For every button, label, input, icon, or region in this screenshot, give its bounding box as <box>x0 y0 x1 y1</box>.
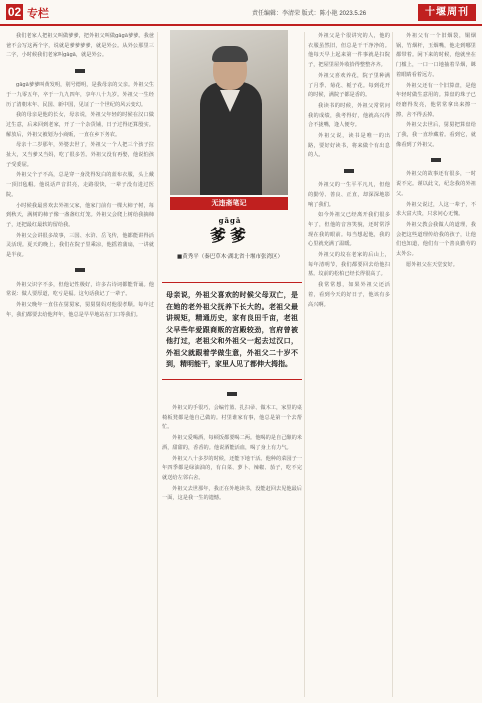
paragraph: 外祖父八十多岁的时候，还能下地干活。他种的菜园子一年四季都是绿油油的，有白菜、萝卜、辣椒、茄子，吃不完就送给左邻右舍。 <box>162 455 302 481</box>
pull-quote-text: 母亲说，外祖父喜欢的时候父母双亡，是在她的老外祖父抚养下长大的。老祖父最讲规矩，精通历史，家有良田千亩，老祖父早些年爱跟商贩的宫殿较劲，官府曾被他打过，老祖父和外祖父一起去过汉口，外祖父就跟着学做生意，外祖父二十岁不到，精明能干，家里人见了都伸大拇指。 <box>166 290 298 368</box>
pull-quote <box>162 282 302 380</box>
page-header <box>0 0 482 24</box>
column-divider <box>392 32 393 697</box>
col1-bottom <box>6 281 154 321</box>
section-separator <box>396 156 476 164</box>
paragraph: 外祖父去世后，舅舅把算盘给了我，我一直珍藏着。看到它，就像看到了外祖父。 <box>396 122 476 148</box>
paragraph: 外祖父说过，人这一辈子，不求大富大贵，只求问心无愧。 <box>396 201 476 218</box>
col1-mid <box>6 81 154 261</box>
section-separator <box>162 390 302 398</box>
paragraph: 外祖父会讲很多故事，三国、水浒、岳飞传，他都能讲得活灵活现。夏天的晚上，我们在院子里乘凉，他摇着蒲扇，一讲就是半夜。 <box>6 232 154 259</box>
paragraph: 外祖父说，读书是唯一的出路，要好好读书，将来做个有出息的人。 <box>308 133 390 159</box>
column-divider <box>304 32 305 697</box>
paragraph: 我的母亲是他的长女，母亲说，外祖父年轻的时候在汉口做过生意，后来回到老家，开了一个杂货铺，日子过得还算殷实。解放后，外祖父被划为小商贩，一直在乡下务农。 <box>6 112 154 138</box>
paragraph: 愿外祖父在天堂安好。 <box>406 261 458 268</box>
column-divider <box>157 32 158 697</box>
header-rule <box>0 24 482 26</box>
paragraph: 外祖父有一个旧烟袋，铜烟锅，竹烟杆，玉烟嘴，他走到哪里都带着。闲下来的时候，他就坐在门槛上，一口一口地抽着旱烟，眯着眼睛看着远方。 <box>396 33 476 78</box>
paragraph: 外祖父识字不多，但他记性极好，许多古诗词都能背诵。他常说：做人要厚道，吃亏是福。这句话我记了一辈子。 <box>6 281 154 298</box>
photo-caption: 无违斋笔记 <box>170 197 288 210</box>
paragraph: 外祖父晚年一直住在舅舅家，舅舅舅妈对他很孝顺。每年过年，我们都要去给他拜年，他总是早早地站在门口等我们。 <box>6 302 154 318</box>
article-title: 爹爹 <box>209 226 250 245</box>
paragraph: 外祖父喜欢养花，院子里种满了月季、菊花、栀子花。每到花开的时候，满院子都是香的。 <box>308 72 390 99</box>
author-photo <box>170 30 288 195</box>
editor-info: 责任编辑：李清荣 版式：陈小艳 2023.5.26 <box>252 11 367 17</box>
section-separator <box>6 67 154 75</box>
paragraph: 外祖父的故事还有很多，一时说不完。谨以此文，纪念我的外祖父。 <box>396 171 476 197</box>
author-byline: ■黄秀平（秦巴草木·湖北省十堰市张湾区） <box>177 254 283 260</box>
paragraph: 外祖父是个很讲究的人，他的衣服虽然旧，但总是干干净净的。他每天早上起来第一件事就是扫院子，把屋里屋外收拾得整整齐齐。 <box>308 33 390 69</box>
paragraph: 外祖父爱喝酒，每顿饭都要喝二两。他喝的是自己酿的米酒，甜甜的，香香的。他说酒能活血，喝了身上有力气。 <box>162 435 302 451</box>
paragraph: 外祖父教会我做人的道理，我会把这些道理传给我的孩子，让他们也知道，他们有一个善良勤劳的太外公。 <box>396 221 476 258</box>
paragraph: 外祖父的手很巧，会编竹篮、扎扫帚、做木工，家里的桌椅板凳都是他自己做的。村里谁家有事，他总是第一个去帮忙。 <box>162 405 302 431</box>
paragraph: 外祖父个子不高，总是穿一身洗得发白的蓝布衣服，头上戴一顶旧毡帽。他说话声音洪亮，走路很快，一辈子没有进过医院。 <box>6 172 154 198</box>
paragraph: 外祖父还有一个旧算盘，是他年轻时做生意用的。算盘的珠子已经磨得发亮，他常常拿出来擦一擦，舍不得丢掉。 <box>396 82 476 118</box>
paragraph: 外祖父的一生平平凡凡，但他的勤劳、善良、正直，却深深地影响了我们。 <box>308 182 390 208</box>
paragraph: 我们老家人把祖父叫做爹爹，把外祖父叫做gāgā爹爹。我爸爸不会写这两个字，说就是爹爹爹爹，就是外公。从外公那里三二字，小时候我们老家叫gāgā，就是外公。 <box>6 33 154 59</box>
title-pinyin: gāgā <box>218 216 242 225</box>
paragraph: 我读书的时候，外祖父常常问我的成绩，我考得好，他就高兴得合不拢嘴，逢人便夸。 <box>308 102 390 129</box>
article-column-3 <box>308 32 390 697</box>
paragraph: 小时候我最喜欢去外祖父家，他家门前有一棵大柿子树，每到秋天，满树的柿子像一盏盏红灯笼。外祖父会爬上树给我摘柿子，还把最红最软的留给我。 <box>6 202 154 228</box>
section-separator <box>308 167 390 175</box>
article-title-block <box>160 212 300 278</box>
paragraph: gāgā爹爹叫黄发明，别号德明，是我母亲的父亲。外祖父生于一九零五年，卒于一九九四年，享年八十九岁。外祖父一生经历了清朝末年、民国、新中国，见证了一个世纪的风云变幻。 <box>6 82 154 108</box>
paragraph: 外祖父的坟在老家的后山上，每年清明节，我们都要回去给他扫墓。坟前的松柏已经长得很高了。 <box>308 252 390 278</box>
paragraph: 母亲十二岁那年，外婆去世了，外祖父一个人把三个孩子拉扯大，又当爹又当妈，吃了很多苦。外祖父没有再娶，他说怕孩子受委屈。 <box>6 142 154 168</box>
newspaper-masthead: 十堰周刊 <box>418 4 476 21</box>
col1-top <box>6 32 154 61</box>
paragraph: 我常常想，如果外祖父还活着，看到今天的好日子，他该有多高兴啊。 <box>308 282 390 308</box>
article-column-2 <box>162 384 302 697</box>
paragraph: 如今外祖父已经离开我们很多年了，但他的音容笑貌，还时常浮现在我的眼前。每当想起他，我的心里就充满了温暖。 <box>308 212 390 248</box>
paragraph: 外祖父去世那年，我正在外地读书，没能赶回去见他最后一面，这是我一生的遗憾。 <box>162 485 302 502</box>
column-name: 专栏 <box>27 8 49 20</box>
article-column-4 <box>396 32 476 697</box>
article-column-1 <box>6 32 154 697</box>
page-number: 02 <box>7 5 22 19</box>
section-separator <box>6 267 154 275</box>
